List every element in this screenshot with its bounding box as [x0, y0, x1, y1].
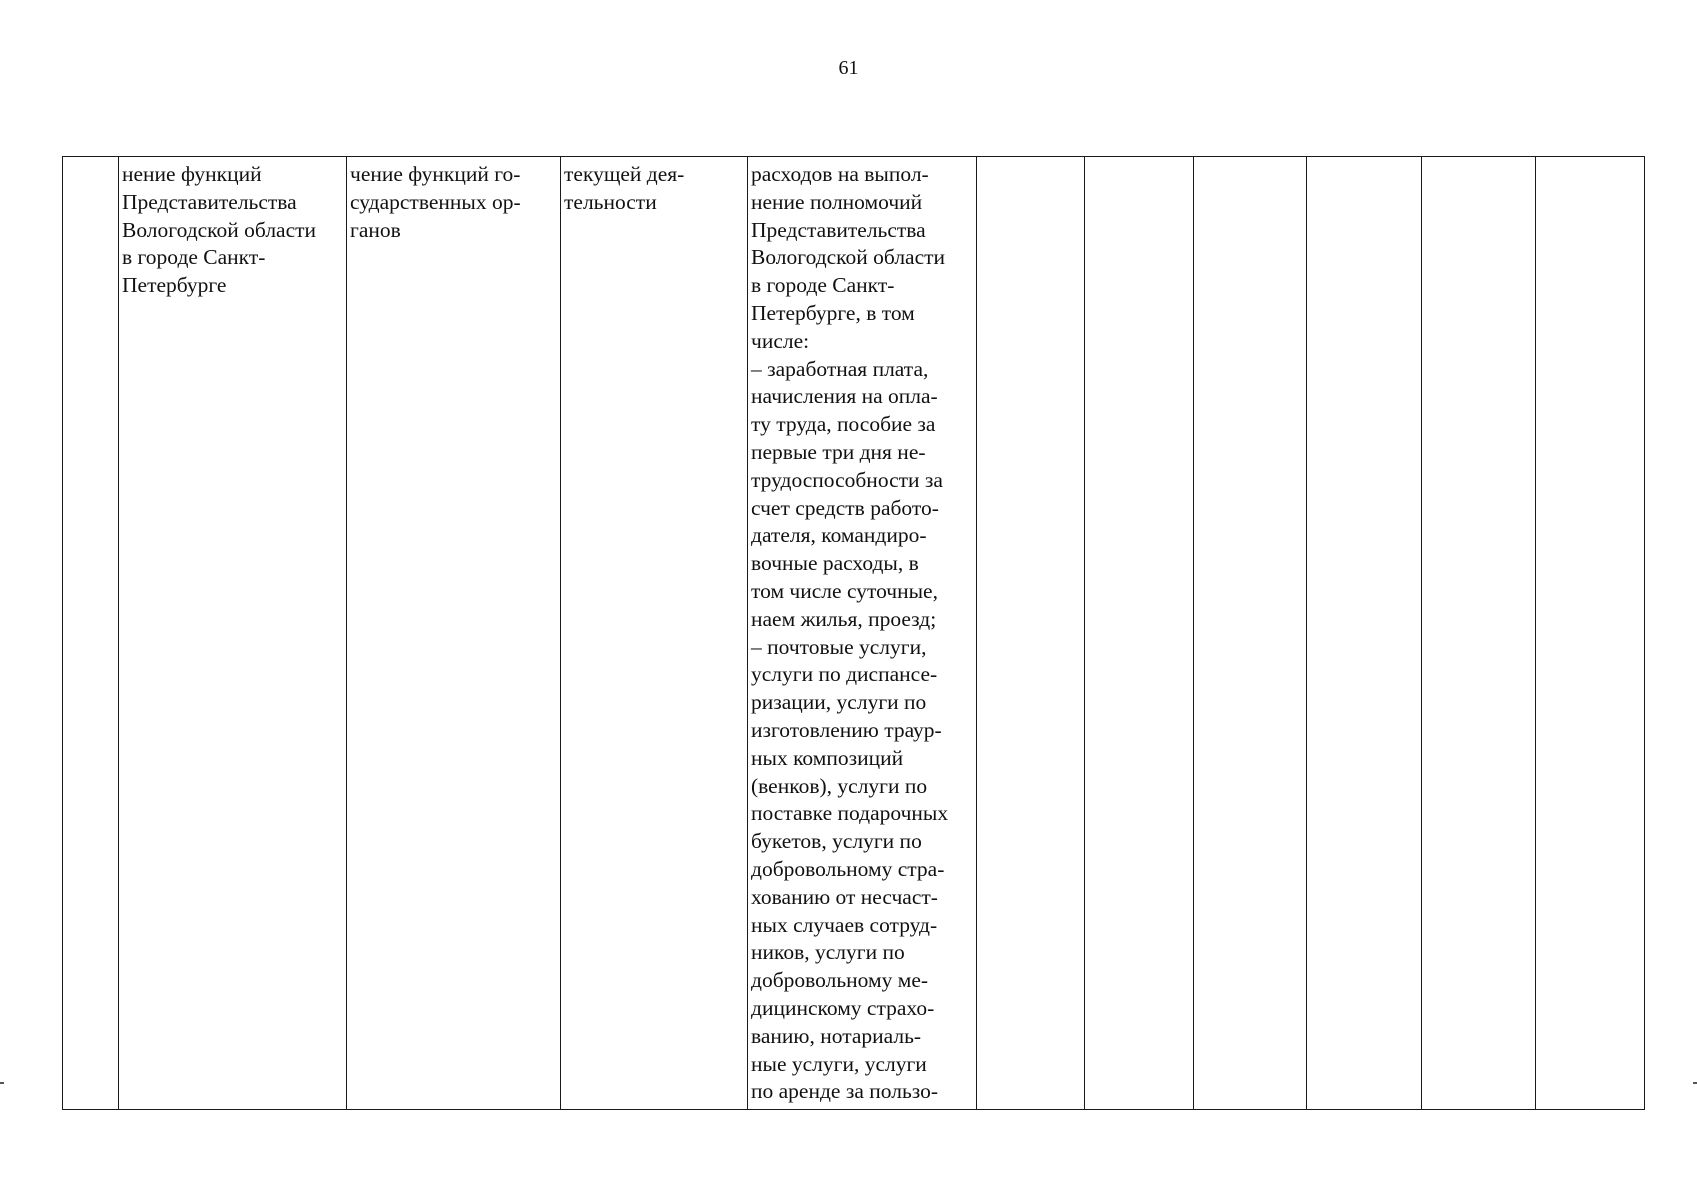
left-edge-mark: [0, 1082, 4, 1084]
table-cell-value: [1422, 157, 1536, 1110]
table-cell-function: чение функций го- сударственных ор- ганов: [347, 157, 561, 1110]
table-cell-value: [1194, 157, 1307, 1110]
table-cell-number: [63, 157, 119, 1110]
table-cell-value: [977, 157, 1085, 1110]
table-cell-value: [1085, 157, 1194, 1110]
table-cell-value: [1307, 157, 1422, 1110]
table-cell-expense-description: расходов на выпол- нение полномочий Представительства Вологодской области в городе Санкт- Петербурге, в том числе: – заработная плата, начисления на опла- ту труда, пособие за первые три дня не- трудоспособности за счет средств работо- дателя, командиро- вочные расходы, в том числе суточные, наем жилья, проезд; – почтовые услуги, услуги по диспансе- ризации, услуги по изготовлению траур- ных композиций (венков), услуги по поставке подарочных букетов, услуги по добровольному стра- хованию от несчаст- ных случаев сотруд- ников, услуги по добровольному ме- дицинскому страхо- ванию, нотариаль- ные услуги, услуги по аренде за пользо-: [748, 157, 977, 1110]
right-edge-mark: [1693, 1082, 1697, 1084]
table-cell-value: [1536, 157, 1645, 1110]
page-number: 61: [838, 57, 859, 79]
table-row: [63, 157, 1645, 1110]
budget-table: [62, 156, 1645, 1110]
table-cell-activity: текущей дея- тельности: [561, 157, 748, 1110]
table-cell-purpose: нение функций Представительства Вологодской области в городе Санкт- Петербурге: [119, 157, 347, 1110]
